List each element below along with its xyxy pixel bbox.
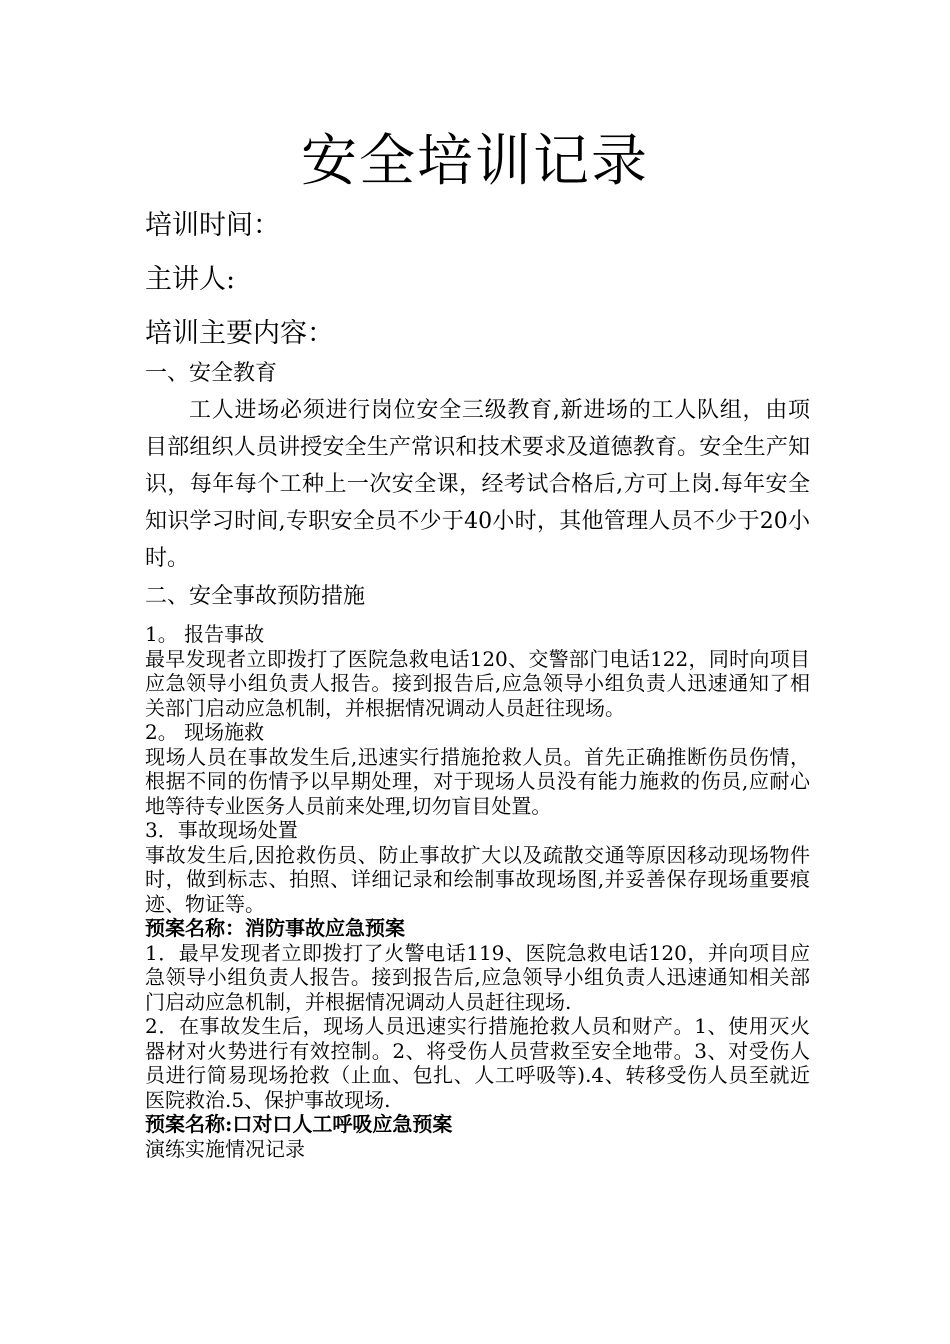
section-1-heading: 一、安全教育 bbox=[145, 361, 278, 386]
item-3-title: 3．事故现场处置 bbox=[145, 818, 298, 842]
training-time-label: 培训时间： bbox=[145, 210, 280, 241]
item-1-text: 最早发现者立即拨打了医院急救电话120、交警部门电话122，同时向项目应急领导小组负责人报告。接到报告后,应急领导小组负责人迅速通知了相关部门启动应急机制，并根据情况调动人员赶往现场。 bbox=[145, 646, 810, 720]
item-2-text: 现场人员在事故发生后,迅速实行措施抢救人员。首先正确推断伤员伤情，根据不同的伤情予以早期处理，对于现场人员没有能力施救的伤员,应耐心地等待专业医务人员前来处理,切勿盲目处置。 bbox=[145, 744, 810, 818]
item-2-title: 2。 现场施救 bbox=[145, 720, 265, 744]
training-content-label: 培训主要内容： bbox=[145, 318, 334, 349]
plan-1-step-1: 1．最早发现者立即拨打了火警电话119、医院急救电话120，并向项目应急领导小组负责人报告。接到报告后,应急领导小组负责人迅速通知相关部门启动应急机制，并根据情况调动人员赶往现场. bbox=[145, 940, 810, 1014]
section-2-heading: 二、安全事故预防措施 bbox=[145, 584, 366, 609]
drill-record-label: 演练实施情况记录 bbox=[145, 1136, 305, 1161]
section-1-paragraph: 工人进场必须进行岗位安全三级教育,新进场的工人队组，由项目部组织人员讲授安全生产常识和技术要求及道德教育。安全生产知识，每年每个工种上一次安全课，经考试合格后,方可上岗.每年安全知识学习时间,专职安全员不少于40小时，其他管理人员不少于20小时。 bbox=[145, 398, 810, 571]
plan-2-title: 预案名称:口对口人工呼吸应急预案 bbox=[145, 1112, 453, 1136]
item-3-text: 事故发生后,因抢救伤员、防止事故扩大以及疏散交通等原因移动现场物件时，做到标志、拍照、详细记录和绘制事故现场图,并妥善保存现场重要痕迹、物证等。 bbox=[145, 842, 810, 916]
document-title: 安全培训记录 bbox=[301, 129, 649, 194]
plan-1-title: 预案名称：消防事故应急预案 bbox=[145, 916, 405, 940]
section-2-body bbox=[145, 622, 810, 1161]
item-1-title: 1。 报告事故 bbox=[145, 622, 265, 646]
plan-1-step-2: 2．在事故发生后，现场人员迅速实行措施抢救人员和财产。1、使用灭火器材对火势进行有效控制。2、将受伤人员营救至安全地带。3、对受伤人员进行简易现场抢救（止血、包扎、人工呼吸等).4、转移受伤人员至就近医院救治.5、保护事故现场. bbox=[145, 1014, 810, 1112]
speaker-label: 主讲人: bbox=[145, 264, 236, 295]
